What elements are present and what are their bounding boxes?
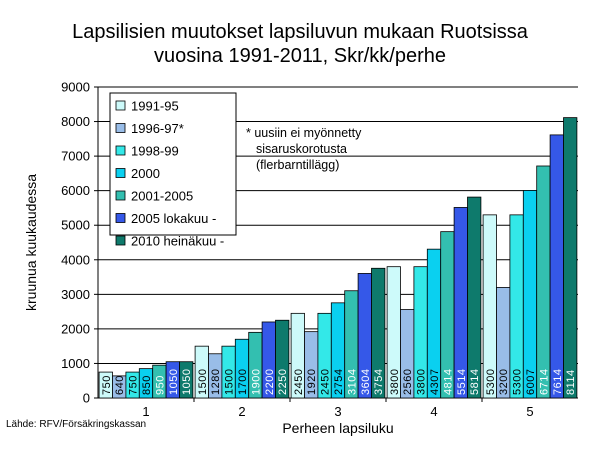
legend [110, 93, 236, 249]
bar-value-label: 1050 [181, 368, 194, 395]
y-tick-label: 0 [82, 390, 90, 406]
footnote-line3: (flerbarntillägg) [256, 158, 340, 172]
y-tick-label: 7000 [61, 148, 90, 164]
legend-entry: 1991-95 [131, 98, 179, 114]
bar-value-label: 4307 [429, 368, 441, 395]
bar-value-label: 1900 [250, 368, 263, 395]
legend-entry: 2010 heinäkuu - [131, 233, 225, 249]
legend-swatch [116, 236, 125, 245]
legend-swatch [116, 169, 125, 178]
chart-title-line1: Lapsilisien muutokset lapsiluvun mukaan Ruotsissa [72, 21, 528, 43]
x-tick-label: 3 [334, 404, 342, 419]
bar-value-label: 3800 [388, 368, 401, 395]
legend-entry: 1998-99 [131, 143, 179, 159]
x-tick-label: 4 [430, 404, 438, 419]
y-tick-label: 1000 [61, 355, 90, 371]
bar-value-label: 3754 [373, 368, 386, 395]
y-tick-label: 2000 [61, 321, 90, 337]
bar-value-label: 950 [154, 375, 167, 395]
y-tick-label: 8000 [61, 114, 90, 130]
bar [468, 197, 481, 398]
bar-value-label: 6714 [538, 368, 551, 395]
bar-value-label: 3604 [359, 368, 372, 395]
bar-value-label: 3200 [498, 368, 511, 395]
bar-value-label: 850 [141, 375, 153, 395]
legend-entry: 2005 lokakuu - [131, 211, 217, 226]
y-tick-label: 6000 [61, 183, 90, 199]
legend-entry: 2001-2005 [131, 188, 194, 204]
bar-value-label: 750 [127, 375, 140, 395]
bar-value-label: 3800 [415, 368, 428, 395]
chart-title-line2: vuosina 1991-2011, Skr/kk/perhe [153, 45, 447, 67]
bar-value-label: 2450 [292, 368, 305, 395]
bar [564, 118, 577, 398]
legend-swatch [116, 191, 125, 200]
bar-value-label: 4814 [442, 368, 455, 395]
bar-value-label: 2200 [263, 368, 276, 395]
y-tick-label: 4000 [61, 252, 90, 268]
x-tick-label: 2 [238, 404, 246, 419]
legend-swatch [116, 146, 125, 155]
x-tick-label: 5 [526, 404, 534, 419]
legend-entry: 2000 [131, 166, 160, 181]
bar-value-label: 1280 [210, 368, 223, 395]
legend-entry: 1996-97* [131, 121, 184, 136]
bar-value-label: 1500 [223, 368, 236, 395]
bar-labels [101, 369, 577, 395]
footnote-line2: sisaruskorotusta [256, 142, 348, 156]
bar-value-label: 5300 [511, 368, 524, 395]
bar-value-label: 6007 [525, 368, 537, 395]
bar-value-label: 5300 [484, 368, 497, 395]
bar-value-label: 2450 [319, 368, 332, 395]
y-tick-label: 5000 [61, 217, 90, 233]
bar [550, 135, 563, 398]
bar-value-label: 750 [100, 375, 113, 395]
footnote-line1: * uusiin ei myönnetty [246, 126, 362, 140]
bar-value-label: 1050 [167, 368, 180, 395]
bar-value-label: 1920 [306, 368, 319, 395]
legend-swatch [116, 214, 125, 223]
footnote [246, 125, 376, 173]
bar [537, 166, 550, 398]
bar-value-label: 1500 [196, 368, 209, 395]
legend-swatch [116, 124, 125, 133]
bar-value-label: 2754 [333, 368, 345, 395]
bar [523, 190, 536, 398]
legend-swatch [116, 101, 125, 110]
bar-value-label: 2250 [277, 368, 290, 395]
bar-value-label: 5514 [455, 368, 468, 395]
bar-value-label: 640 [114, 375, 127, 395]
bar-value-label: 8114 [565, 369, 578, 395]
y-axis-title: kruunua kuukaudessa [23, 174, 39, 311]
bar-value-label: 1700 [237, 368, 249, 395]
bar-value-label: 2560 [402, 368, 415, 395]
y-tick-label: 3000 [61, 286, 90, 302]
x-tick-label: 1 [142, 404, 150, 419]
y-tick-label: 9000 [61, 79, 90, 95]
bar-value-label: 3104 [346, 368, 359, 395]
x-axis-title: Perheen lapsiluku [282, 420, 394, 436]
bar-value-label: 7614 [551, 368, 564, 395]
source-label: Lähde: RFV/Försäkringskassan [6, 419, 147, 430]
bar-value-label: 5814 [469, 368, 482, 395]
